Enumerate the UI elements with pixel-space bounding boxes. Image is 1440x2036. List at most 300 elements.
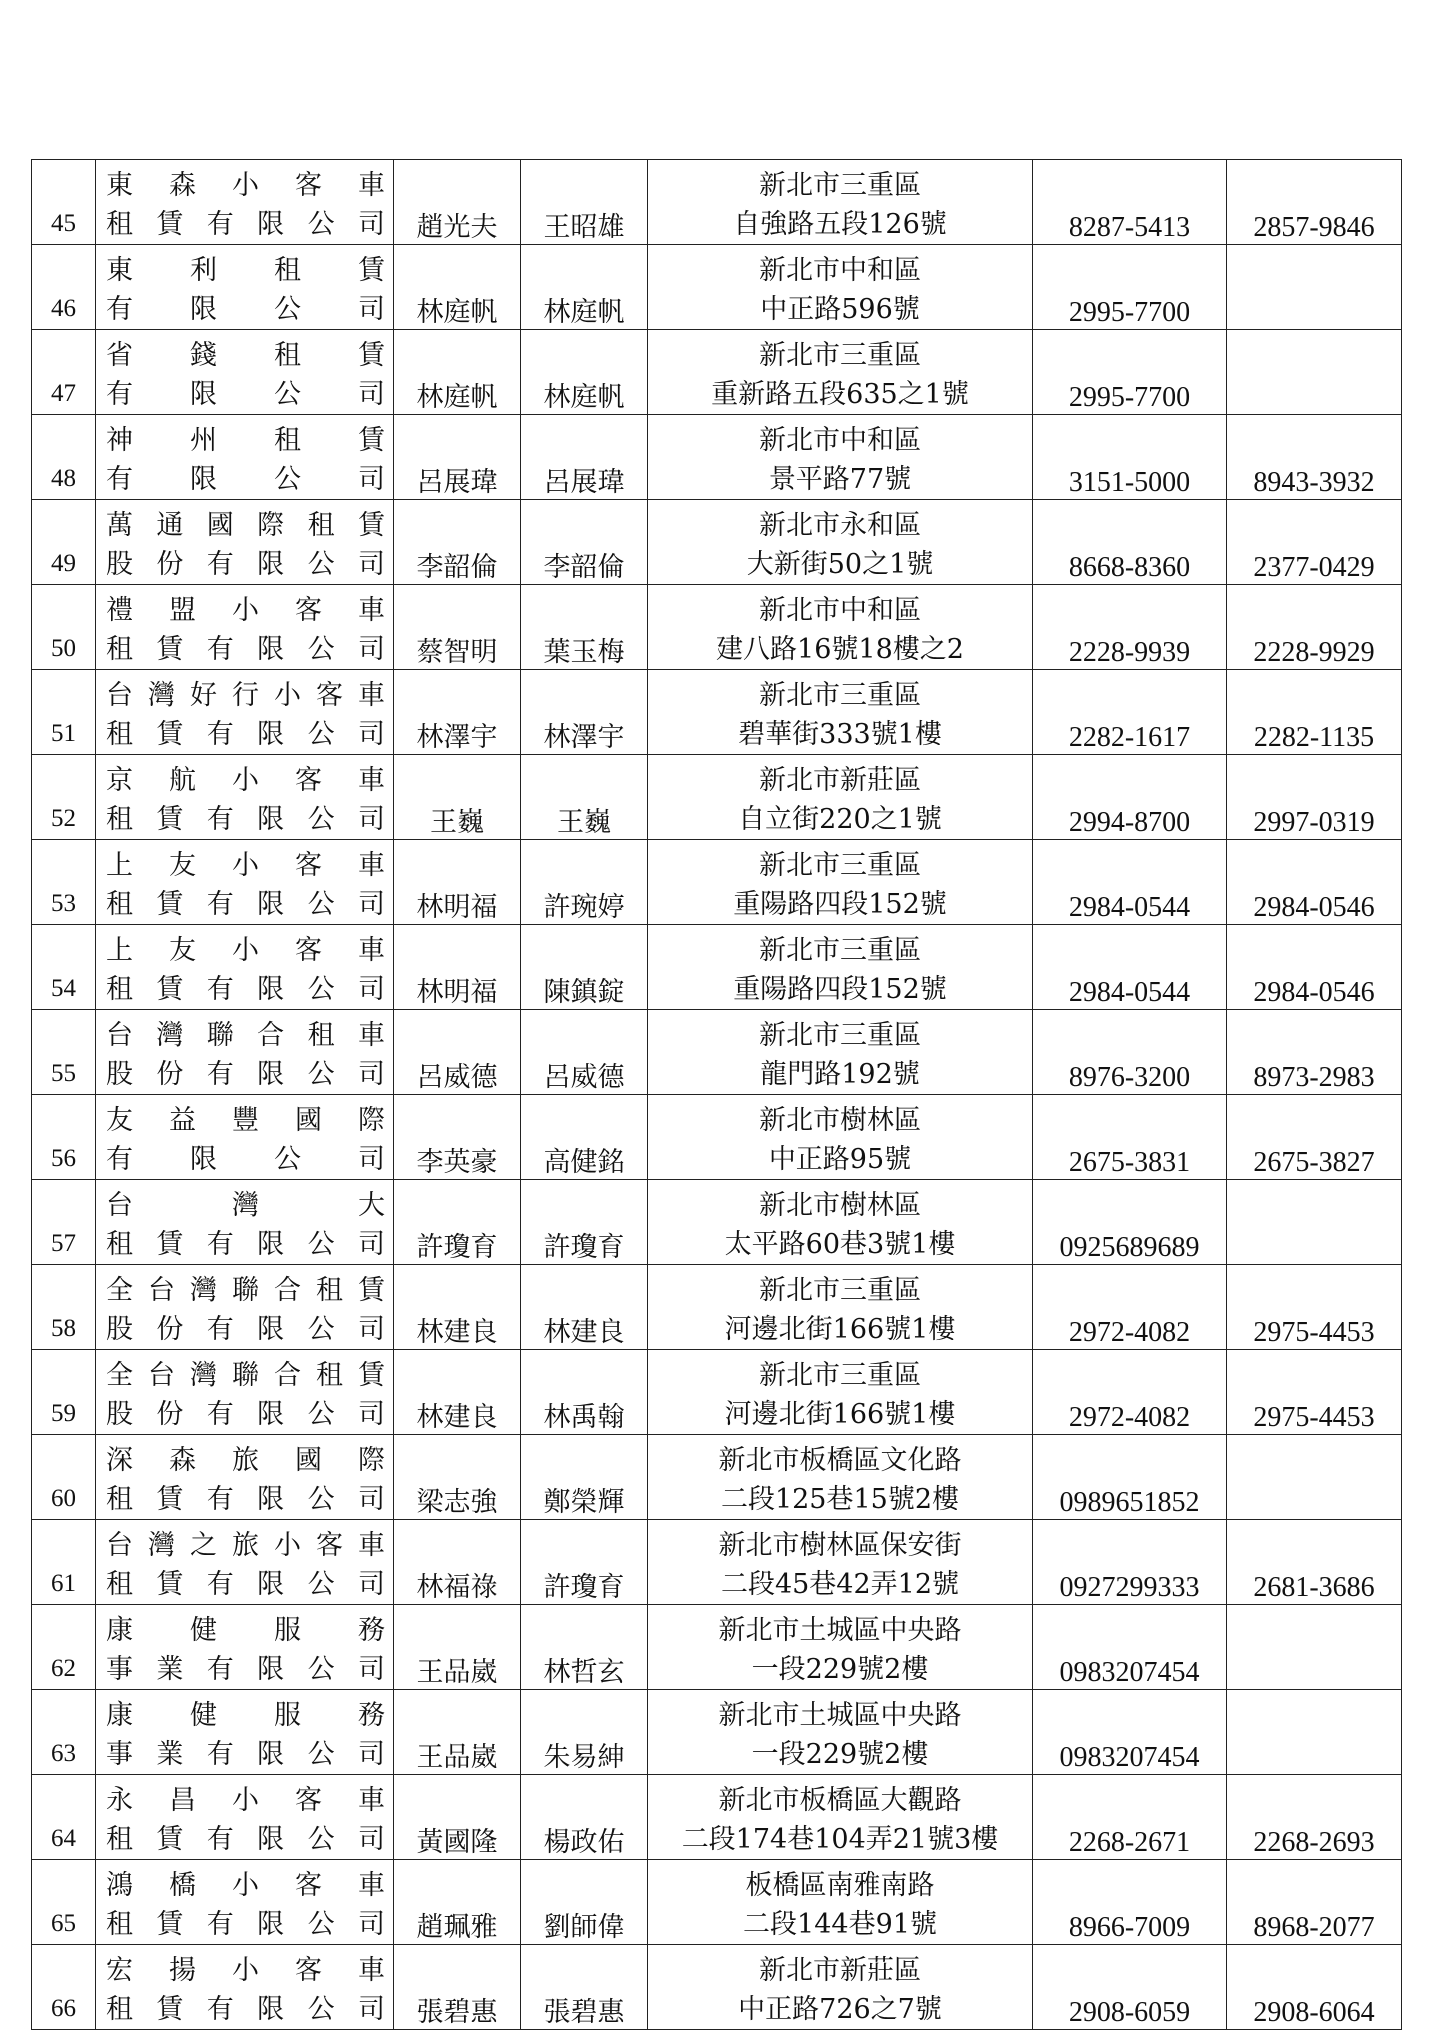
company-name-char: 司 (357, 1399, 385, 1430)
row-number: 59 (51, 1400, 76, 1427)
company-name-char: 州 (190, 425, 217, 456)
representative-cell: 林明福 (394, 840, 521, 925)
company-name-char: 限 (257, 634, 285, 665)
address-cell (648, 1010, 1033, 1095)
row-number-cell (32, 1860, 96, 1945)
company-name-char: 客 (295, 1785, 322, 1816)
company-name-char: 公 (274, 464, 301, 495)
company-name-char: 租 (274, 255, 301, 286)
company-name-line-1 (106, 676, 385, 715)
phone-cell: 2984-0544 (1033, 925, 1227, 1010)
row-number: 60 (51, 1485, 76, 1512)
fax-cell (1227, 1180, 1402, 1265)
company-name-line-1 (106, 251, 385, 290)
company-name-char: 限 (257, 1569, 285, 1600)
company-name-cell (96, 925, 394, 1010)
address-cell (648, 1945, 1033, 2030)
company-name-char: 限 (257, 974, 285, 1005)
company-name-line-2 (106, 1820, 385, 1859)
address-cell (648, 330, 1033, 415)
company-name-char: 限 (257, 1824, 285, 1855)
address-line-2: 二段174巷104弄21號3樓 (681, 1824, 999, 1855)
address-cell (648, 925, 1033, 1010)
company-name-char: 司 (357, 1994, 385, 2025)
company-name-char: 合 (274, 1360, 301, 1391)
address-line-2: 龍門路192號 (760, 1059, 920, 1090)
company-name-char: 小 (232, 935, 259, 966)
company-name-line-2 (106, 800, 385, 839)
row-number: 57 (51, 1230, 76, 1257)
fax-cell: 2908-6064 (1227, 1945, 1402, 2030)
company-name-char: 有 (206, 1654, 234, 1685)
table-row (32, 925, 1402, 1010)
rental-company-table (31, 159, 1402, 2030)
company-name-char: 灣 (148, 1530, 175, 1561)
company-name-char: 有 (106, 1144, 133, 1175)
fax-cell: 8968-2077 (1227, 1860, 1402, 1945)
table-row (32, 245, 1402, 330)
row-number-cell (32, 1605, 96, 1690)
company-name-char: 公 (274, 294, 301, 325)
fax-cell: 2984-0546 (1227, 840, 1402, 925)
company-name-char: 客 (295, 765, 322, 796)
phone-cell: 2282-1617 (1033, 670, 1227, 755)
company-name-char: 賃 (156, 1824, 184, 1855)
representative-cell: 林福祿 (394, 1520, 521, 1605)
table-row (32, 1860, 1402, 1945)
address-line-1: 新北市樹林區 (759, 1105, 921, 1136)
company-name-char: 有 (206, 1484, 234, 1515)
company-name-char: 租 (106, 1824, 133, 1855)
company-name-char: 聯 (232, 1275, 259, 1306)
company-name-line-1 (106, 1526, 385, 1565)
company-name (96, 1356, 393, 1434)
company-name-cell (96, 755, 394, 840)
company-name-line-2 (106, 1990, 385, 2029)
fax-cell: 2675-3827 (1227, 1095, 1402, 1180)
phone-cell: 2972-4082 (1033, 1350, 1227, 1435)
company-name-char: 客 (295, 1955, 322, 1986)
fax-cell (1227, 1435, 1402, 1520)
company-name-char: 車 (358, 595, 385, 626)
row-number-cell (32, 755, 96, 840)
company-name-char: 永 (106, 1785, 133, 1816)
company-name (96, 761, 393, 839)
fax-cell: 2857-9846 (1227, 160, 1402, 245)
company-name-char: 公 (307, 1229, 335, 1260)
company-name-char: 限 (257, 1314, 285, 1345)
company-name-char: 租 (106, 889, 133, 920)
company-name-char: 公 (307, 889, 335, 920)
company-name-char: 台 (106, 680, 133, 711)
company-name-char: 車 (358, 850, 385, 881)
company-name-char: 司 (357, 209, 385, 240)
company-name-char: 際 (358, 1445, 385, 1476)
row-number-cell (32, 670, 96, 755)
company-name-char: 租 (274, 340, 301, 371)
company-name-char: 租 (106, 1229, 133, 1260)
fax-cell: 8943-3932 (1227, 415, 1402, 500)
company-name-char: 有 (206, 634, 234, 665)
company-name-char: 大 (358, 1190, 385, 1221)
contact-person-cell: 鄭榮輝 (521, 1435, 648, 1520)
address-cell (648, 755, 1033, 840)
company-name-char: 限 (257, 1399, 285, 1430)
phone-cell: 2268-2671 (1033, 1775, 1227, 1860)
company-name-char: 東 (106, 255, 133, 286)
company-name-char: 客 (295, 935, 322, 966)
company-name-char: 賃 (358, 340, 385, 371)
company-name (96, 846, 393, 924)
row-number-cell (32, 330, 96, 415)
company-name-char: 旅 (232, 1530, 259, 1561)
company-name-char: 限 (190, 1144, 217, 1175)
company-name-char: 租 (307, 510, 335, 541)
company-name-char: 有 (106, 379, 133, 410)
company-name-char: 豐 (232, 1105, 259, 1136)
company-name-char: 賃 (358, 1275, 385, 1306)
row-number-cell (32, 1775, 96, 1860)
company-name-char: 司 (358, 294, 385, 325)
company-name-char: 限 (190, 464, 217, 495)
company-name-char: 司 (357, 1824, 385, 1855)
address-cell (648, 840, 1033, 925)
company-name-line-1 (106, 931, 385, 970)
company-name-char: 利 (190, 255, 217, 286)
company-name-char: 友 (106, 1105, 133, 1136)
address-line-2: 自立街220之1號 (738, 804, 942, 835)
company-name-char: 公 (307, 1994, 335, 2025)
table-row (32, 1690, 1402, 1775)
company-name-char: 車 (358, 1785, 385, 1816)
company-name-line-1 (106, 591, 385, 630)
fax-cell: 2681-3686 (1227, 1520, 1402, 1605)
table-row (32, 1350, 1402, 1435)
company-name-char: 客 (295, 1870, 322, 1901)
representative-cell: 呂展瑋 (394, 415, 521, 500)
company-name-char: 揚 (169, 1955, 196, 1986)
representative-cell: 李英豪 (394, 1095, 521, 1180)
contact-person-cell: 張碧惠 (521, 1945, 648, 2030)
address-line-1: 新北市新莊區 (759, 765, 921, 796)
address-line-2: 河邊北街166號1樓 (724, 1399, 956, 1430)
company-name-cell (96, 1265, 394, 1350)
representative-cell: 趙光夫 (394, 160, 521, 245)
company-name-char: 深 (106, 1445, 133, 1476)
company-name (96, 506, 393, 584)
company-name-char: 限 (257, 1654, 285, 1685)
company-name-char: 租 (274, 425, 301, 456)
address-line-1: 新北市三重區 (759, 1275, 921, 1306)
company-name-char: 賃 (156, 1909, 184, 1940)
phone-cell: 2675-3831 (1033, 1095, 1227, 1180)
representative-cell: 趙珮雅 (394, 1860, 521, 1945)
address-line-2: 重陽路四段152號 (733, 974, 947, 1005)
company-name-line-2 (106, 1905, 385, 1944)
row-number: 61 (51, 1570, 76, 1597)
fax-cell: 2984-0546 (1227, 925, 1402, 1010)
company-name-line-1 (106, 421, 385, 460)
company-name-char: 神 (106, 425, 133, 456)
company-name-char: 租 (316, 1275, 343, 1306)
row-number-cell (32, 160, 96, 245)
representative-cell: 林澤宇 (394, 670, 521, 755)
company-name-char: 森 (169, 170, 196, 201)
company-name-line-1 (106, 1271, 385, 1310)
company-name-char: 租 (106, 1484, 133, 1515)
address-line-2: 景平路77號 (768, 464, 912, 495)
company-name-char: 灣 (190, 1275, 217, 1306)
company-name-char: 有 (206, 1994, 234, 2025)
company-name-char: 有 (206, 889, 234, 920)
company-name-char: 台 (148, 1360, 175, 1391)
company-name-char: 賃 (357, 510, 385, 541)
representative-cell: 黃國隆 (394, 1775, 521, 1860)
address-line-1: 新北市板橋區文化路 (718, 1445, 962, 1476)
company-name-char: 小 (232, 595, 259, 626)
company-name-line-1 (106, 846, 385, 885)
company-name-char: 東 (106, 170, 133, 201)
phone-cell: 2228-9939 (1033, 585, 1227, 670)
company-name-char: 限 (257, 1059, 285, 1090)
company-name-cell (96, 670, 394, 755)
company-name-char: 京 (106, 765, 133, 796)
address-line-1: 新北市永和區 (759, 510, 921, 541)
company-name-char: 賃 (156, 889, 184, 920)
address-line-2: 中正路95號 (768, 1144, 912, 1175)
fax-cell (1227, 245, 1402, 330)
company-name-char: 健 (190, 1615, 217, 1646)
company-name-char: 有 (106, 464, 133, 495)
company-name-char: 公 (307, 804, 335, 835)
company-name-char: 限 (257, 1909, 285, 1940)
company-name-char: 限 (190, 294, 217, 325)
company-name-char: 限 (257, 719, 285, 750)
fax-cell (1227, 1605, 1402, 1690)
row-number-cell (32, 415, 96, 500)
company-name-char: 租 (106, 209, 133, 240)
address-line-2: 一段229號2樓 (751, 1654, 929, 1685)
company-name-char: 益 (169, 1105, 196, 1136)
company-name-char: 司 (358, 464, 385, 495)
row-number-cell (32, 585, 96, 670)
company-name-char: 際 (257, 510, 285, 541)
table-row (32, 670, 1402, 755)
company-name-line-2 (106, 1395, 385, 1434)
company-name-char: 賃 (358, 255, 385, 286)
phone-cell: 0927299333 (1033, 1520, 1227, 1605)
table-row (32, 160, 1402, 245)
company-name-cell (96, 1350, 394, 1435)
contact-person-cell: 楊政佑 (521, 1775, 648, 1860)
company-name-char: 際 (358, 1105, 385, 1136)
company-name-char: 旅 (232, 1445, 259, 1476)
company-name-char: 業 (156, 1739, 184, 1770)
table-row (32, 1180, 1402, 1265)
representative-cell: 許瓊育 (394, 1180, 521, 1265)
company-name-line-2 (106, 885, 385, 924)
company-name-char: 租 (106, 974, 133, 1005)
address-line-2: 重陽路四段152號 (733, 889, 947, 920)
company-name-char: 賃 (156, 1994, 184, 2025)
company-name-char: 有 (206, 1739, 234, 1770)
company-name-char: 公 (307, 719, 335, 750)
address-line-1: 新北市三重區 (759, 850, 921, 881)
company-name-cell (96, 1435, 394, 1520)
company-name-char: 租 (106, 1994, 133, 2025)
table-row (32, 500, 1402, 585)
contact-person-cell: 王昭雄 (521, 160, 648, 245)
company-name-line-2 (106, 630, 385, 669)
contact-person-cell: 王巍 (521, 755, 648, 840)
row-number: 53 (51, 890, 76, 917)
address-cell (648, 160, 1033, 245)
address-line-1: 新北市三重區 (759, 340, 921, 371)
company-name-char: 限 (257, 889, 285, 920)
company-name (96, 591, 393, 669)
company-name-line-1 (106, 1016, 385, 1055)
company-name-char: 台 (106, 1020, 133, 1051)
company-name-char: 司 (358, 379, 385, 410)
company-name-char: 司 (357, 1739, 385, 1770)
phone-cell: 3151-5000 (1033, 415, 1227, 500)
contact-person-cell: 呂展瑋 (521, 415, 648, 500)
address-cell (648, 1350, 1033, 1435)
address-line-2: 中正路726之7號 (738, 1994, 942, 2025)
company-name-char: 司 (357, 1654, 385, 1685)
company-name-cell (96, 1010, 394, 1095)
address-line-1: 新北市中和區 (759, 255, 921, 286)
company-name-char: 台 (106, 1530, 133, 1561)
phone-cell: 2984-0544 (1033, 840, 1227, 925)
address-line-1: 新北市板橋區大觀路 (718, 1785, 962, 1816)
company-name-char: 航 (169, 765, 196, 796)
table-row (32, 1435, 1402, 1520)
company-name (96, 1271, 393, 1349)
company-name-char: 小 (274, 680, 301, 711)
address-cell (648, 1775, 1033, 1860)
company-name-char: 昌 (169, 1785, 196, 1816)
company-name-cell (96, 160, 394, 245)
representative-cell: 林庭帆 (394, 330, 521, 415)
company-name-line-2 (106, 1310, 385, 1349)
company-name-char: 小 (232, 1870, 259, 1901)
company-name-cell (96, 1775, 394, 1860)
company-name-line-2 (106, 970, 385, 1009)
company-name-char: 賃 (156, 1484, 184, 1515)
contact-person-cell: 林庭帆 (521, 330, 648, 415)
row-number: 54 (51, 975, 76, 1002)
company-name-char: 宏 (106, 1955, 133, 1986)
phone-cell: 0983207454 (1033, 1690, 1227, 1775)
company-name-char: 司 (357, 1314, 385, 1345)
company-name-char: 康 (106, 1700, 133, 1731)
company-name-char: 客 (316, 680, 343, 711)
phone-cell: 8287-5413 (1033, 160, 1227, 245)
company-name-char: 賃 (156, 209, 184, 240)
row-number: 50 (51, 635, 76, 662)
row-number-cell (32, 1945, 96, 2030)
company-name-char: 份 (156, 1399, 184, 1430)
address-line-2: 二段45巷42弄12號 (720, 1569, 960, 1600)
contact-person-cell: 葉玉梅 (521, 585, 648, 670)
representative-cell: 呂威德 (394, 1010, 521, 1095)
company-name-char: 灣 (148, 680, 175, 711)
row-number-cell (32, 500, 96, 585)
company-name-line-2 (106, 1480, 385, 1519)
company-name-char: 全 (106, 1275, 133, 1306)
address-line-1: 新北市土城區中央路 (718, 1615, 962, 1646)
company-name-char: 租 (307, 1020, 335, 1051)
company-name-char: 禮 (106, 595, 133, 626)
contact-person-cell: 許瓊育 (521, 1520, 648, 1605)
company-name-char: 小 (232, 850, 259, 881)
company-name-char: 賃 (156, 719, 184, 750)
company-name-char: 租 (106, 1909, 133, 1940)
company-name-char: 賃 (156, 634, 184, 665)
company-name-char: 司 (357, 719, 385, 750)
representative-cell: 林建良 (394, 1265, 521, 1350)
address-line-1: 新北市中和區 (759, 595, 921, 626)
company-name-line-2 (106, 460, 385, 499)
company-name-char: 車 (358, 1870, 385, 1901)
company-name-char: 公 (307, 1484, 335, 1515)
company-name-char: 有 (206, 1314, 234, 1345)
company-name-char: 合 (257, 1020, 285, 1051)
row-number-cell (32, 1180, 96, 1265)
phone-cell: 2972-4082 (1033, 1265, 1227, 1350)
company-name-char: 限 (257, 804, 285, 835)
table-row (32, 585, 1402, 670)
company-name (96, 931, 393, 1009)
company-name-char: 客 (295, 170, 322, 201)
representative-cell: 林庭帆 (394, 245, 521, 330)
company-name-char: 司 (357, 974, 385, 1005)
company-name (96, 421, 393, 499)
company-name-char: 橋 (169, 1870, 196, 1901)
company-name-char: 小 (232, 1955, 259, 1986)
company-name-char: 上 (106, 935, 133, 966)
address-line-2: 重新路五段635之1號 (711, 379, 969, 410)
address-line-2: 二段125巷15號2樓 (720, 1484, 960, 1515)
row-number-cell (32, 1520, 96, 1605)
representative-cell: 李韶倫 (394, 500, 521, 585)
company-name-char: 業 (156, 1654, 184, 1685)
company-name-char: 灣 (232, 1190, 259, 1221)
company-name-char: 車 (358, 1530, 385, 1561)
company-name-char: 份 (156, 549, 184, 580)
company-name (96, 1611, 393, 1689)
company-name-char: 有 (206, 974, 234, 1005)
company-name-char: 台 (106, 1190, 133, 1221)
representative-cell: 張碧惠 (394, 1945, 521, 2030)
address-line-2: 一段229號2樓 (751, 1739, 929, 1770)
company-name-cell (96, 840, 394, 925)
company-name-line-2 (106, 1225, 385, 1264)
phone-cell: 0989651852 (1033, 1435, 1227, 1520)
contact-person-cell: 林庭帆 (521, 245, 648, 330)
company-name-char: 租 (106, 1569, 133, 1600)
representative-cell: 蔡智明 (394, 585, 521, 670)
table-row (32, 1775, 1402, 1860)
contact-person-cell: 林建良 (521, 1265, 648, 1350)
row-number: 45 (51, 210, 76, 237)
contact-person-cell: 劉師偉 (521, 1860, 648, 1945)
row-number: 51 (51, 720, 76, 747)
company-name-char: 公 (307, 549, 335, 580)
company-name-char: 公 (307, 1909, 335, 1940)
company-name-char: 公 (274, 1144, 301, 1175)
